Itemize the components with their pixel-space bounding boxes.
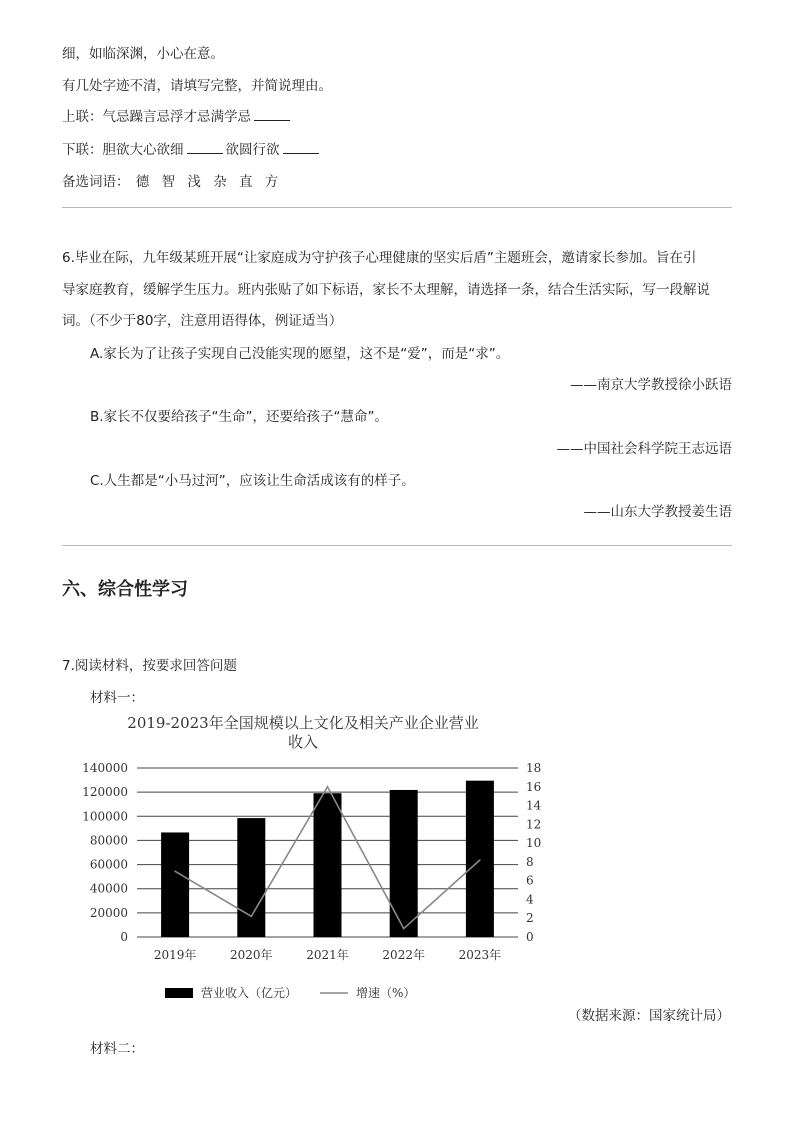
legend-bar-label: 营业收入（亿元）	[201, 986, 298, 1000]
material-1-label: 材料一：	[90, 690, 144, 706]
y-left-tick-label: 40000	[89, 881, 128, 896]
q6-option-a-source: ——南京大学教授徐小跃语	[570, 377, 732, 393]
y-right-tick-label: 6	[526, 873, 534, 888]
option-word: 杂	[213, 174, 227, 190]
y-left-tick-label: 60000	[89, 857, 128, 872]
option-word: 直	[238, 174, 253, 190]
q6-option-a: A.家长为了让孩子实现自己没能实现的愿望，这不是“爱”，而是“求”。	[90, 346, 510, 362]
legend-bar-swatch	[165, 988, 193, 998]
y-left-tick-label: 100000	[82, 809, 128, 824]
y-right-tick-label: 0	[526, 930, 534, 944]
couplet-lower-text-a: 下联：胆欲大心欲细	[62, 142, 184, 158]
word-options-label: 备选词语：	[62, 174, 130, 190]
bar	[390, 790, 418, 937]
divider	[62, 207, 732, 208]
blank-3[interactable]	[283, 141, 319, 154]
word-options	[62, 173, 286, 191]
bar	[237, 818, 265, 937]
y-right-tick-label: 2	[526, 911, 534, 926]
couplet-upper-text: 上联：气忌躁言忌浮才忌满学忌	[62, 109, 251, 125]
y-right-tick-label: 18	[526, 761, 542, 775]
q7-stem: 7.阅读材料，按要求回答问题	[62, 658, 237, 674]
couplet-upper	[62, 108, 293, 126]
y-right-tick-label: 8	[526, 854, 534, 869]
growth-rate-line	[175, 787, 480, 929]
chart-title-line-2: 收入	[287, 733, 319, 751]
x-tick-label: 2020年	[230, 948, 273, 962]
growth-rate-point	[403, 928, 405, 930]
blank-2[interactable]	[187, 141, 223, 154]
y-right-tick-label: 12	[526, 817, 542, 832]
growth-rate-point	[251, 916, 253, 918]
y-left-tick-label: 140000	[82, 761, 128, 775]
bar	[466, 781, 494, 937]
x-tick-label: 2021年	[306, 948, 349, 962]
y-left-tick-label: 0	[120, 930, 128, 944]
legend-line-label: 增速（%）	[356, 986, 416, 1000]
option-word: 浅	[187, 174, 201, 190]
growth-rate-point	[174, 870, 176, 872]
q6-stem-3: 词。（不少于80字，注意用语得体，例证适当）	[62, 313, 343, 329]
q6-stem-1: 6.毕业在际，九年级某班开展“让家庭成为守护孩子心理健康的坚实后盾”主题班会，邀请家长参加。旨在引	[62, 250, 697, 266]
bar	[161, 832, 189, 937]
couplet-lower	[62, 141, 322, 159]
y-left-tick-label: 80000	[89, 833, 128, 848]
divider	[62, 545, 732, 546]
material-2-label: 材料二：	[90, 1041, 144, 1057]
y-left-tick-label: 20000	[89, 905, 128, 920]
q6-option-c-source: ——山东大学教授姜生语	[583, 504, 732, 520]
option-word: 智	[161, 174, 176, 190]
growth-rate-point	[479, 859, 481, 861]
y-right-tick-label: 10	[526, 836, 542, 851]
text-line-1: 细，如临深渊，小心在意。	[62, 46, 224, 62]
y-right-tick-label: 16	[526, 779, 542, 794]
x-tick-label: 2022年	[382, 948, 425, 962]
chart-title-line-1: 2019-2023年全国规模以上文化及相关产业企业营业	[127, 714, 479, 732]
couplet-lower-text-b: 欲圆行欲	[225, 142, 280, 158]
x-tick-label: 2023年	[458, 948, 502, 962]
q6-option-b: B.家长不仅要给孩子“生命”，还要给孩子“慧命”。	[90, 409, 389, 425]
option-word: 德	[135, 174, 150, 190]
blank-1[interactable]	[254, 108, 290, 121]
y-right-tick-label: 14	[526, 798, 542, 813]
growth-rate-point	[327, 786, 329, 788]
y-left-tick-label: 120000	[82, 785, 128, 800]
section-title: 六、综合性学习	[62, 579, 188, 600]
bar	[314, 793, 342, 937]
q6-option-c: C.人生都是“小马过河”，应该让生命活成该有的样子。	[90, 473, 415, 489]
option-word: 方	[264, 174, 279, 190]
y-right-tick-label: 4	[526, 892, 534, 907]
x-tick-label: 2019年	[153, 948, 197, 962]
q6-stem-2: 导家庭教育，缓解学生压力。班内张贴了如下标语，家长不太理解，请选择一条，结合生活实际，写一段解说	[62, 282, 710, 298]
data-source: （数据来源：国家统计局）	[568, 1008, 730, 1024]
q6-option-b-source: ——中国社会科学院王志远语	[556, 441, 732, 457]
text-line-2: 有几处字迹不清，请填写完整，并简说理由。	[62, 78, 332, 94]
